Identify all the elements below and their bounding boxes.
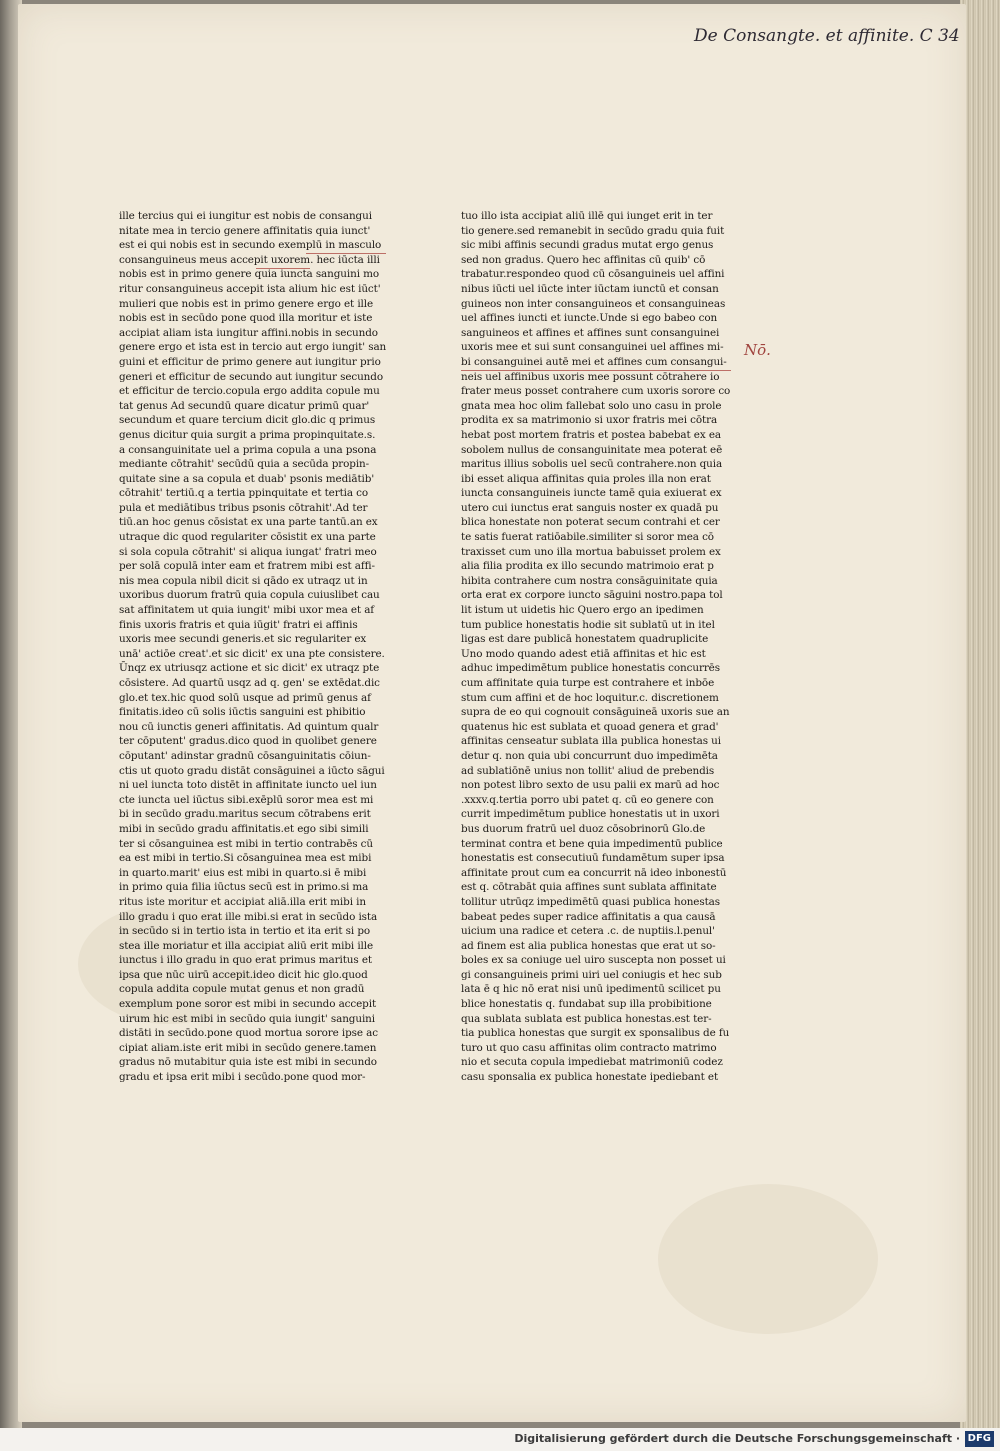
text-line: cum affinitate quia turpe est contrahere et inbōe	[461, 677, 715, 689]
text-line: ni uel iuncta toto distēt in affinitate iuncto uel iun	[119, 779, 377, 792]
text-line: frater meus posset contrahere cum uxoris sorore co	[461, 385, 731, 398]
text-line: sic mibi affinis secundi gradus mutat ergo genus	[461, 239, 714, 252]
marginal-note-top: De Consangte. et affinite. C 34	[694, 26, 960, 46]
text-line: orta erat ex corpore iuncto sāguini nostro.papa tol	[461, 589, 723, 602]
text-line: blice honestatis q. fundabat sup illa probibitione	[461, 998, 712, 1011]
text-line: tat genus Ad secundū quare dicatur primū quar'	[119, 399, 370, 412]
text-line: genere ergo et ista est in tercio aut ergo iungit' san	[119, 341, 387, 354]
text-line: nio et secuta copula impediebat matrimoniū codez	[461, 1056, 723, 1069]
text-line: illo gradu i quo erat ille mibi.si erat in secūdo ista	[119, 910, 378, 923]
text-line: trabatur.respondeo quod cū cōsanguineis uel affini	[461, 268, 725, 281]
text-line: gradus nō mutabitur quia iste est mibi in secundo	[119, 1056, 377, 1069]
text-line: ter cōputent' gradus.dico quod in quolibet genere	[119, 735, 377, 748]
text-line: unā' actiōe creat'.et sic dicit' ex una pte consistere.	[119, 647, 385, 660]
text-line: secundum et quare tercium dicit glo.dic q primus	[119, 414, 376, 427]
text-line: sat affinitatem ut quia iungit' mibi uxor mea et af	[119, 604, 375, 617]
text-line: affinitas censeatur sublata illa publica honestas ui	[461, 735, 721, 748]
funding-credit: Digitalisierung gefördert durch die Deutsche Forschungsgemeinschaft ·	[514, 1432, 960, 1445]
text-line: generi et efficitur de secundo aut iungitur secundo	[119, 370, 383, 383]
text-line: nis mea copula nibil dicit si qādo ex utraqz ut in	[119, 574, 368, 587]
text-line: .xxxv.q.tertia porro ubi patet q. cū eo genere con	[461, 793, 714, 806]
text-line: ctis ut quoto gradu distāt consāguinei a iūcto sāgui	[119, 764, 385, 777]
text-line: utero cui iunctus erat sanguis noster ex quadā pu	[461, 501, 719, 514]
page-stack-edge	[960, 0, 1000, 1428]
text-line: si sola copula cōtrahit' si aliqua iungat' fratri meo	[119, 545, 377, 558]
text-line: accipiat aliam ista iungitur affini.nobis in secundo	[119, 326, 378, 339]
dfg-logo: DFG	[965, 1431, 994, 1447]
text-line: et efficitur de tercio.copula ergo addita copule mu	[119, 385, 380, 398]
text-line: tum publice honestatis hodie sit sublatū ut in itel	[461, 618, 715, 631]
text-line: uxoris mee secundi generis.et sic regulariter ex	[119, 633, 367, 646]
text-line: ea est mibi in tertio.Si cōsanguinea mea est mibi	[119, 852, 372, 865]
text-line: consanguineus meus accepit uxorem. hec iūcta illi	[119, 253, 380, 266]
text-line: lata ē q hic nō erat nisi unū ipedimentū scilicet pu	[461, 983, 721, 996]
text-line: distāti in secūdo.pone quod mortua sorore ipse ac	[119, 1027, 378, 1040]
text-line: turo ut quo casu affinitas olim contracto matrimo	[461, 1041, 717, 1054]
text-line: ille tercius qui ei iungitur est nobis de consangui	[119, 210, 372, 222]
text-line: ter si cōsanguinea est mibi in tertio contrabēs cū	[119, 837, 373, 850]
text-line: tuo illo ista accipiat aliū illē qui iunget erit in ter	[461, 210, 713, 222]
text-line: est ei qui nobis est in secundo exemplū in masculo	[119, 239, 382, 252]
text-line: tio genere.sed remanebit in secūdo gradu quia fuit	[461, 224, 725, 237]
text-line: ibi esset aliqua affinitas quia proles illa non erat	[461, 472, 711, 485]
text-line: genus dicitur quia surgit a prima propinquitate.s.	[119, 428, 376, 441]
text-line: nou cū iunctis generi affinitatis. Ad quintum qualr	[119, 720, 379, 733]
text-line: uicium una radice et cetera .c. de nuptiis.l.penul'	[461, 925, 715, 938]
text-line: iuncta consanguineis iuncte tamē quia exiuerat ex	[461, 487, 722, 500]
text-line: guineos non inter consanguineos et consanguineas	[461, 297, 726, 310]
text-line: adhuc impedimētum publice honestatis concurrēs	[461, 662, 720, 675]
text-line: copula addita copule mutat genus et non gradū	[119, 983, 365, 996]
text-line: a consanguinitate uel a prima copula a una psona	[119, 443, 377, 456]
text-line: affinitate prout cum ea concurrit nā ideo inbonestū	[461, 866, 727, 879]
text-line: tia publica honestas que surgit ex sponsalibus de fu	[461, 1027, 730, 1040]
text-line: lit istum ut uidetis hic Quero ergo an ipedimen	[461, 604, 704, 617]
text-line: nobis est in primo genere quia iuncta sanguini mo	[119, 268, 380, 281]
text-line: bus duorum fratrū uel duoz cōsobrinorū Glo.de	[461, 822, 706, 835]
text-line: non potest libro sexto de usu palii ex marū ad hoc	[461, 779, 720, 792]
text-line: currit impedimētum publice honestatis ut in uxori	[461, 808, 720, 821]
text-line: neis uel affinibus uxoris mee possunt cōtrahere io	[461, 370, 720, 383]
text-line: casu sponsalia ex publica honestate ipediebant et	[461, 1071, 719, 1084]
text-line: sed non gradus. Quero hec affinitas cū quib' cō	[461, 253, 706, 266]
text-line: finis uxoris fratris et quia iūgit' fratri ei affinis	[119, 618, 358, 631]
text-column-right	[461, 209, 733, 1085]
text-line: cōsistere. Ad quartū usqz ad q. gen' se extēdat.dic	[119, 677, 380, 689]
text-line: traxisset cum uno illa mortua babuisset prolem ex	[461, 545, 721, 558]
text-line: gradu et ipsa erit mibi i secūdo.pone quod mor-	[119, 1071, 366, 1084]
marginal-note-side: Nō.	[744, 341, 771, 359]
text-line: stea ille moriatur et illa accipiat aliū erit mibi ille	[119, 939, 374, 952]
text-line: blica honestate non poterat secum contrahi et cer	[461, 516, 720, 529]
text-line: mediante cōtrahit' secūdū quia a secūda propin-	[119, 458, 370, 471]
text-line: alia filia prodita ex illo secundo matrimoio erat p	[461, 560, 714, 573]
text-line: est q. cōtrabāt quia affines sunt sublata affinitate	[461, 881, 717, 894]
text-line: uel affines iuncti et iuncte.Unde si ego babeo con	[461, 312, 718, 325]
text-line: nobis est in secūdo pone quod illa moritur et iste	[119, 312, 373, 325]
text-line: Uno modo quando adest etiā affinitas et hic est	[461, 647, 706, 660]
text-line: bi consanguinei autē mei et affines cum consangui-	[461, 355, 727, 368]
text-line: in quarto.marit' eius est mibi in quarto.si ē mibi	[119, 866, 367, 879]
text-line: finitatis.ideo cū solis iūctis sanguini est phibitio	[119, 706, 366, 719]
text-line: cte iuncta uel iūctus sibi.exēplū soror mea est mi	[119, 793, 374, 806]
text-line: ad finem est alia publica honestas que erat ut so-	[461, 939, 716, 952]
text-line: detur q. non quia ubi concurrunt duo impedimēta	[461, 749, 718, 762]
text-line: tollitur utrūqz impedimētū quasi publica honestas	[461, 895, 720, 908]
text-line: hebat post mortem fratris et postea babebat ex ea	[461, 428, 721, 441]
text-line: prodita ex sa matrimonio si uxor fratris mei cōtra	[461, 414, 718, 427]
text-line: quitate sine a sa copula et duab' psonis mediātib'	[119, 472, 375, 485]
text-line: quatenus hic est sublata et quoad genera et grad'	[461, 720, 719, 733]
text-line: mulieri que nobis est in primo genere ergo et ille	[119, 297, 374, 310]
text-line: boles ex sa coniuge uel uiro suscepta non posset ui	[461, 954, 726, 967]
text-line: cōtrahit' tertiū.q a tertia ppinquitate et tertia co	[119, 487, 369, 500]
text-column-left	[119, 209, 389, 1085]
text-line: babeat pedes super radice affinitatis a qua causā	[461, 910, 716, 923]
text-line: exemplum pone soror est mibi in secundo accepit	[119, 998, 377, 1011]
text-line: per solā copulā inter eam et fratrem mibi est affi-	[119, 560, 375, 573]
text-line: in secūdo si in tertio ista in tertio et ita erit si po	[119, 925, 371, 938]
text-line: mibi in secūdo gradu affinitatis.et ego sibi simili	[119, 822, 369, 835]
text-line: uxoribus duorum fratrū quia copula cuiuslibet cau	[119, 589, 380, 602]
text-line: sobolem nullus de consanguinitate mea poterat eē	[461, 443, 723, 456]
text-line: ligas est dare publicā honestatem quadruplicite	[461, 633, 709, 646]
text-line: qua sublata sublata est publica honestas.est ter-	[461, 1012, 712, 1025]
text-line: nibus iūcti uel iūcte inter iūctam iunctū et consan	[461, 282, 719, 295]
text-line: uirum hic est mibi in secūdo quia iungit' sanguini	[119, 1012, 375, 1025]
text-line: ipsa que nūc uirū accepit.ideo dicit hic glo.quod	[119, 968, 368, 981]
text-line: utraque dic quod regulariter cōsistit ex una parte	[119, 531, 376, 544]
text-line: bi in secūdo gradu.maritus secum cōtrabens erit	[119, 808, 371, 821]
text-line: glo.et tex.hic quod solū usque ad primū genus af	[119, 691, 371, 704]
text-line: uxoris mee et sui sunt consanguinei uel affines mi-	[461, 341, 724, 354]
text-line: tiū.an hoc genus cōsistat ex una parte tantū.an ex	[119, 516, 378, 529]
text-line: hibita contrahere cum nostra consāguinitate quia	[461, 574, 718, 587]
text-line: guini et efficitur de primo genere aut iungitur prio	[119, 355, 381, 368]
text-line: iunctus i illo gradu in quo erat primus maritus et	[119, 954, 372, 967]
text-line: nitate mea in tercio genere affinitatis quia iunct'	[119, 224, 371, 237]
paper-stain	[658, 1184, 878, 1334]
text-line: cōputant' adinstar gradnū cōsanguinitatis cōiun-	[119, 749, 371, 762]
text-line: supra de eo qui cognouit consāguineā uxoris sue an	[461, 706, 730, 719]
text-line: ritus iste moritur et accipiat aliā.illa erit mibi in	[119, 895, 366, 908]
text-line: pula et mediātibus tribus psonis cōtrahit'.Ad ter	[119, 501, 368, 514]
text-line: ritur consanguineus accepit ista alium hic est iūct'	[119, 282, 381, 295]
text-line: sanguineos et affines et affines sunt consanguinei	[461, 326, 720, 339]
text-line: cipiat aliam.iste erit mibi in secūdo genere.tamen	[119, 1041, 377, 1054]
text-line: terminat contra et bene quia impedimentū publice	[461, 837, 723, 850]
text-line: gnata mea hoc olim fallebat solo uno casu in prole	[461, 399, 722, 412]
text-line: maritus illius sobolis uel secū contrahere.non quia	[461, 458, 723, 471]
text-line: in primo quia filia iūctus secū est in primo.si ma	[119, 881, 369, 894]
text-line: Ūnqz ex utriusqz actione et sic dicit' ex utraqz pte	[119, 662, 380, 675]
text-line: stum cum affini et de hoc loquitur.c. discretionem	[461, 691, 719, 704]
text-line: te satis fuerat ratiōabile.similiter si soror mea cō	[461, 531, 714, 544]
text-line: gi consanguineis primi uiri uel coniugis et hec sub	[461, 968, 722, 981]
text-line: ad sublatiōnē unius non tollit' aliud de prebendis	[461, 764, 715, 777]
footer-bar	[0, 1428, 1000, 1451]
text-line: honestatis est consecutiuū fundamētum super ipsa	[461, 852, 725, 865]
